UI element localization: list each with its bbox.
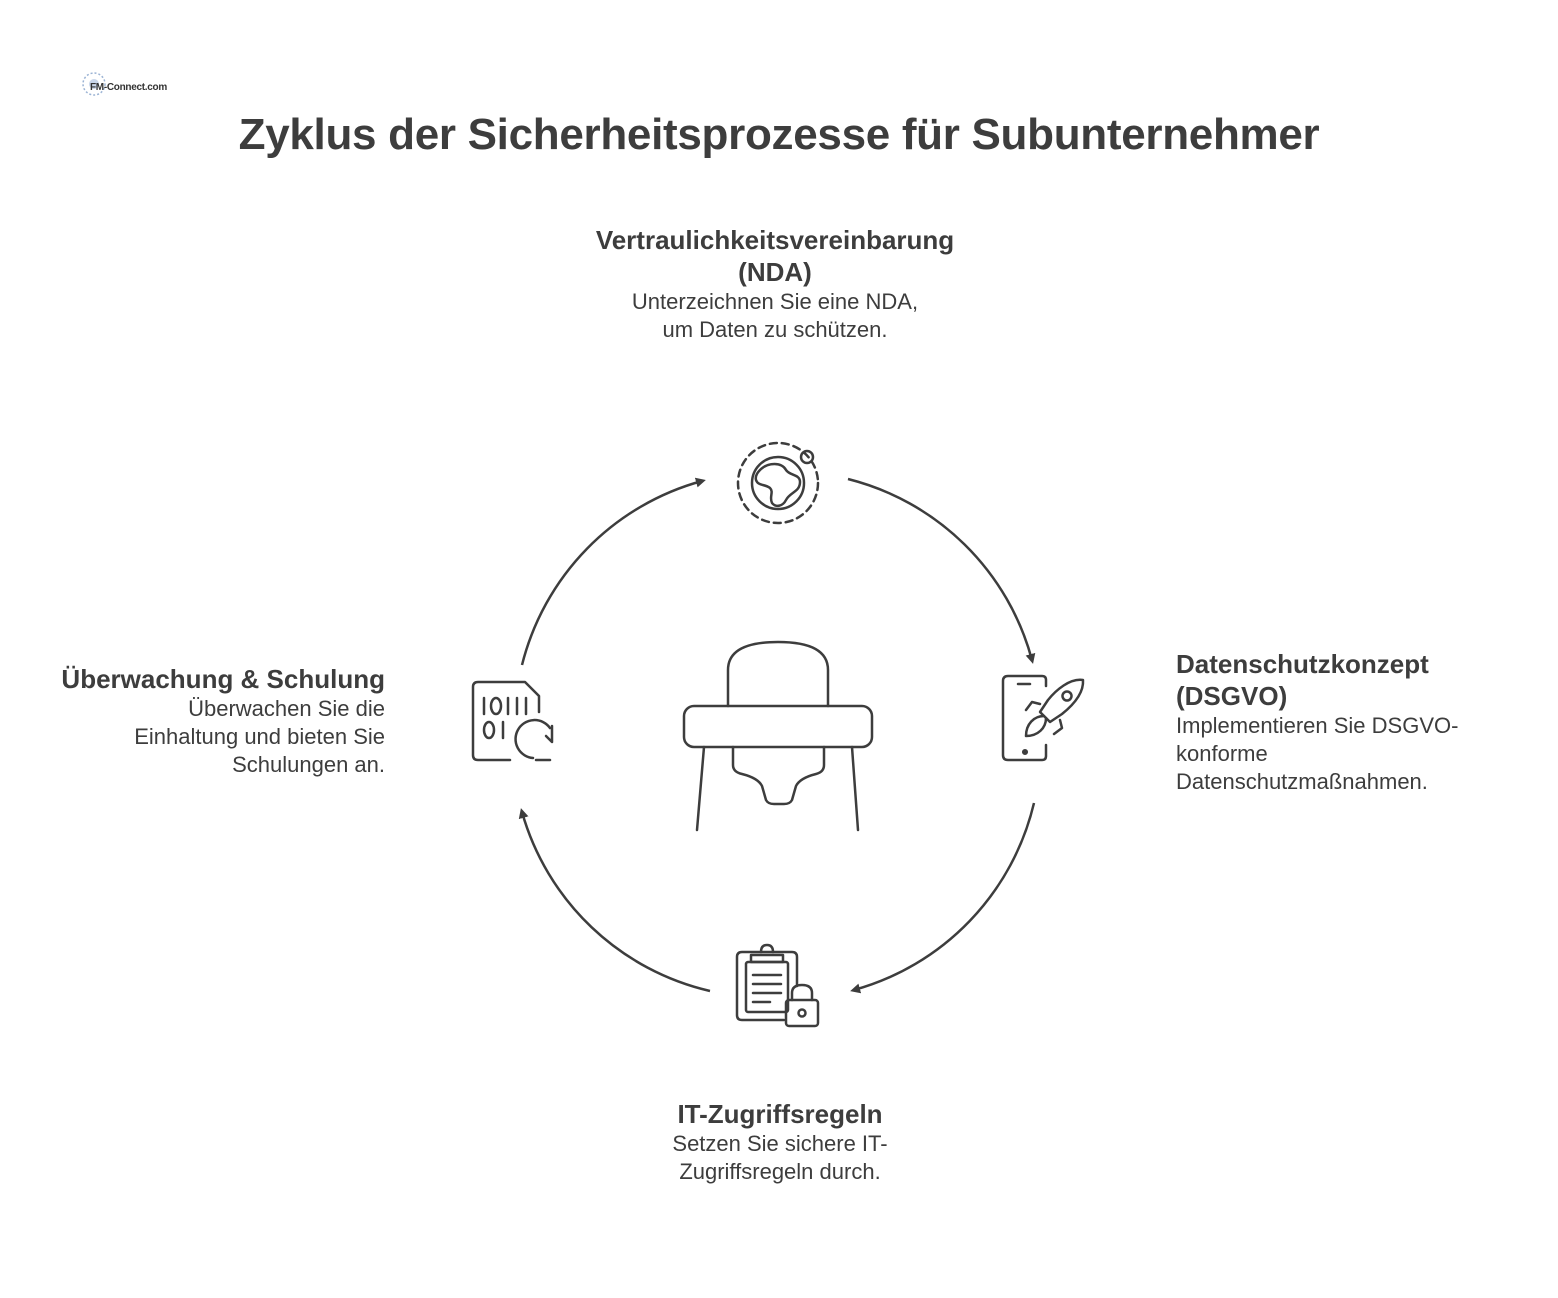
logo-text: FM-Connect.com bbox=[90, 82, 167, 93]
step-nda-title: Vertraulichkeitsvereinbarung (NDA) bbox=[595, 225, 955, 287]
step-monitoring bbox=[40, 663, 385, 779]
step-nda-description: Unterzeichnen Sie eine NDA, um Daten zu schützen. bbox=[631, 289, 919, 342]
page-title: Zyklus der Sicherheitsprozesse für Subunternehmer bbox=[238, 110, 1320, 159]
step-nda bbox=[560, 224, 990, 344]
step-dsgvo-description: Implementieren Sie DSGVO-konforme Datenschutzmaßnahmen. bbox=[1176, 713, 1459, 794]
phone-rocket-icon bbox=[1003, 676, 1083, 760]
step-it-access-title: IT-Zugriffsregeln bbox=[677, 1099, 883, 1129]
globe-icon bbox=[738, 443, 818, 523]
arrow-bottom-to-left bbox=[522, 812, 710, 991]
binary-file-refresh-icon bbox=[473, 682, 552, 760]
arrow-right-to-bottom bbox=[854, 803, 1034, 990]
arrow-top-to-right bbox=[848, 479, 1032, 660]
step-dsgvo bbox=[1176, 648, 1506, 796]
clipboard-lock-icon bbox=[737, 945, 818, 1026]
step-it-access bbox=[600, 1098, 960, 1186]
desk-chair-icon bbox=[684, 642, 872, 830]
step-monitoring-description: Überwachen Sie die Einhaltung und bieten Sie Schulungen an. bbox=[134, 696, 385, 777]
arrow-left-to-top bbox=[522, 481, 702, 665]
step-dsgvo-title: Datenschutzkonzept (DSGVO) bbox=[1176, 649, 1429, 711]
step-it-access-description: Setzen Sie sichere IT-Zugriffsregeln durch. bbox=[672, 1131, 888, 1184]
step-monitoring-title: Überwachung & Schulung bbox=[61, 664, 385, 694]
